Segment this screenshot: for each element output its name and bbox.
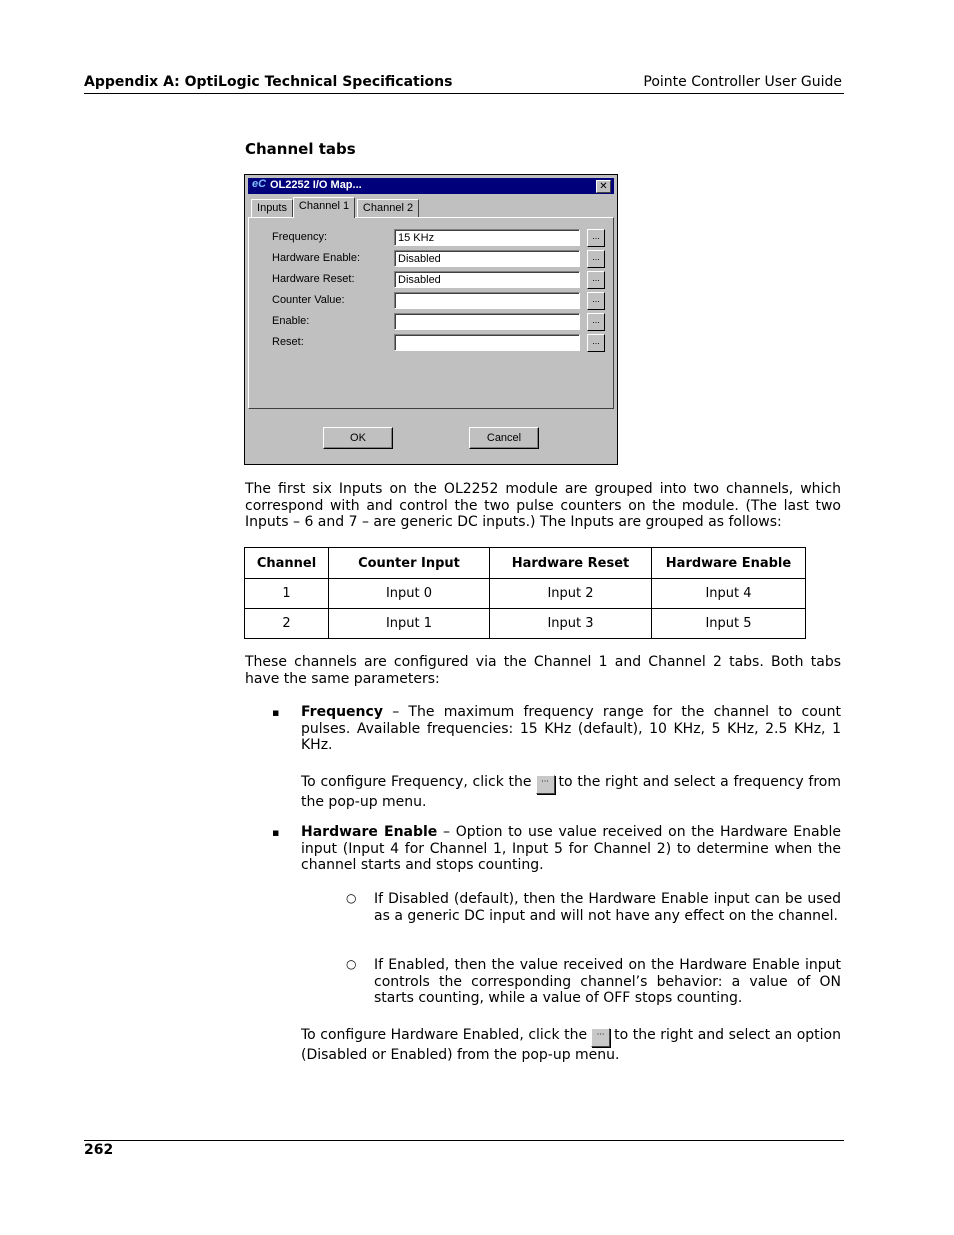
hardware-reset-label: Hardware Reset: (272, 273, 355, 285)
header-section-title: Appendix A: OptiLogic Technical Specifications (84, 74, 453, 90)
circle-bullet-icon: ○ (346, 957, 357, 971)
hw-enable-desc: – Option to use value received on the Hardware Enable input (Input 4 for Channel 1, Input 5 for Channel 2) to determine when the channel starts and stops counting. (301, 824, 841, 873)
table-cell: Input 3 (490, 609, 652, 639)
hardware-enable-label: Hardware Enable: (272, 252, 361, 264)
hw-enable-howto-pre: To configure Hardware Enabled, click the (301, 1027, 588, 1043)
table-row (245, 579, 806, 609)
dialog-title: OL2252 I/O Map... (270, 179, 362, 191)
tab-channel-1[interactable]: Channel 1 (293, 197, 355, 218)
hw-enable-paragraph (301, 824, 841, 874)
frequency-field[interactable]: 15 KHz (394, 229, 580, 246)
reset-field[interactable] (394, 334, 580, 351)
table-cell: Input 2 (490, 579, 652, 609)
frequency-term: Frequency (301, 704, 383, 720)
ellipsis-button-icon: ··· (591, 1028, 610, 1047)
circle-bullet-icon: ○ (346, 891, 357, 905)
footer-rule (84, 1140, 844, 1141)
table-cell: Input 4 (652, 579, 806, 609)
close-icon[interactable]: ✕ (596, 180, 611, 193)
hardware-reset-ellipsis-button[interactable]: ... (587, 271, 605, 289)
hw-enable-howto-post: to the right and select an option (Disabled or Enabled) from the pop-up menu. (301, 1027, 841, 1063)
hardware-enable-field[interactable]: Disabled (394, 250, 580, 267)
hardware-enable-ellipsis-button[interactable]: ... (587, 250, 605, 268)
table-cell: Input 0 (329, 579, 490, 609)
bullet-icon: ▪ (272, 706, 280, 719)
enable-label: Enable: (272, 315, 310, 327)
counter-value-label: Counter Value: (272, 294, 345, 306)
table-cell: Input 5 (652, 609, 806, 639)
cancel-button[interactable]: Cancel (469, 427, 539, 449)
hw-enable-disabled-note: If Disabled (default), then the Hardware Enable input can be used as a generic DC input and will not have any effect on the channel. (374, 891, 841, 924)
hw-enable-howto (301, 1027, 841, 1064)
tab-channel-2[interactable]: Channel 2 (357, 199, 419, 217)
reset-label: Reset: (272, 336, 304, 348)
config-paragraph: These channels are configured via the Channel 1 and Channel 2 tabs. Both tabs have the same parameters: (245, 654, 841, 687)
table-cell: Input 1 (329, 609, 490, 639)
counter-value-field[interactable] (394, 292, 580, 309)
ok-button[interactable]: OK (323, 427, 393, 449)
frequency-ellipsis-button[interactable]: ... (587, 229, 605, 247)
hw-enable-term: Hardware Enable (301, 824, 438, 840)
hardware-reset-field[interactable]: Disabled (394, 271, 580, 288)
frequency-howto-pre: To configure Frequency, click the (301, 774, 532, 790)
ellipsis-button-icon: ··· (536, 775, 555, 794)
section-title: Channel tabs (245, 140, 356, 158)
header-guide-title: Pointe Controller User Guide (643, 74, 842, 90)
tab-inputs[interactable]: Inputs (251, 199, 293, 217)
table-header: Hardware Reset (490, 548, 652, 579)
frequency-paragraph (301, 704, 841, 754)
table-header: Hardware Enable (652, 548, 806, 579)
enable-field[interactable] (394, 313, 580, 330)
frequency-howto-post: to the right and select a frequency from the pop-up menu. (301, 774, 841, 810)
table-row (245, 609, 806, 639)
io-map-dialog (244, 174, 618, 465)
counter-value-ellipsis-button[interactable]: ... (587, 292, 605, 310)
intro-paragraph: The first six Inputs on the OL2252 module are grouped into two channels, which correspond with and control the two pulse counters on the module. (The last two Inputs – 6 and 7 – are generic DC inputs.) The Inputs are grouped as follows: (245, 481, 841, 530)
bullet-icon: ▪ (272, 826, 280, 839)
app-icon: eC (252, 178, 267, 190)
frequency-desc: – The maximum frequency range for the channel to count pulses. Available frequencies: 15 KHz (default), 10 KHz, 5 KHz, 2.5 KHz, 1 KHz. (301, 704, 841, 753)
table-cell: 2 (245, 609, 329, 639)
reset-ellipsis-button[interactable]: ... (587, 334, 605, 352)
table-cell: 1 (245, 579, 329, 609)
page-number: 262 (84, 1142, 114, 1158)
frequency-howto (301, 774, 841, 811)
table-header: Counter Input (329, 548, 490, 579)
dialog-titlebar (248, 178, 614, 194)
channel-input-table (244, 547, 806, 639)
hw-enable-enabled-note: If Enabled, then the value received on the Hardware Enable input controls the corresponding channel’s behavior: a value of ON starts counting, while a value of OFF stops counting. (374, 957, 841, 1006)
enable-ellipsis-button[interactable]: ... (587, 313, 605, 331)
header-rule (84, 93, 844, 94)
frequency-label: Frequency: (272, 231, 328, 243)
table-header: Channel (245, 548, 329, 579)
channel-panel (248, 217, 614, 409)
table-header-row (245, 548, 806, 579)
